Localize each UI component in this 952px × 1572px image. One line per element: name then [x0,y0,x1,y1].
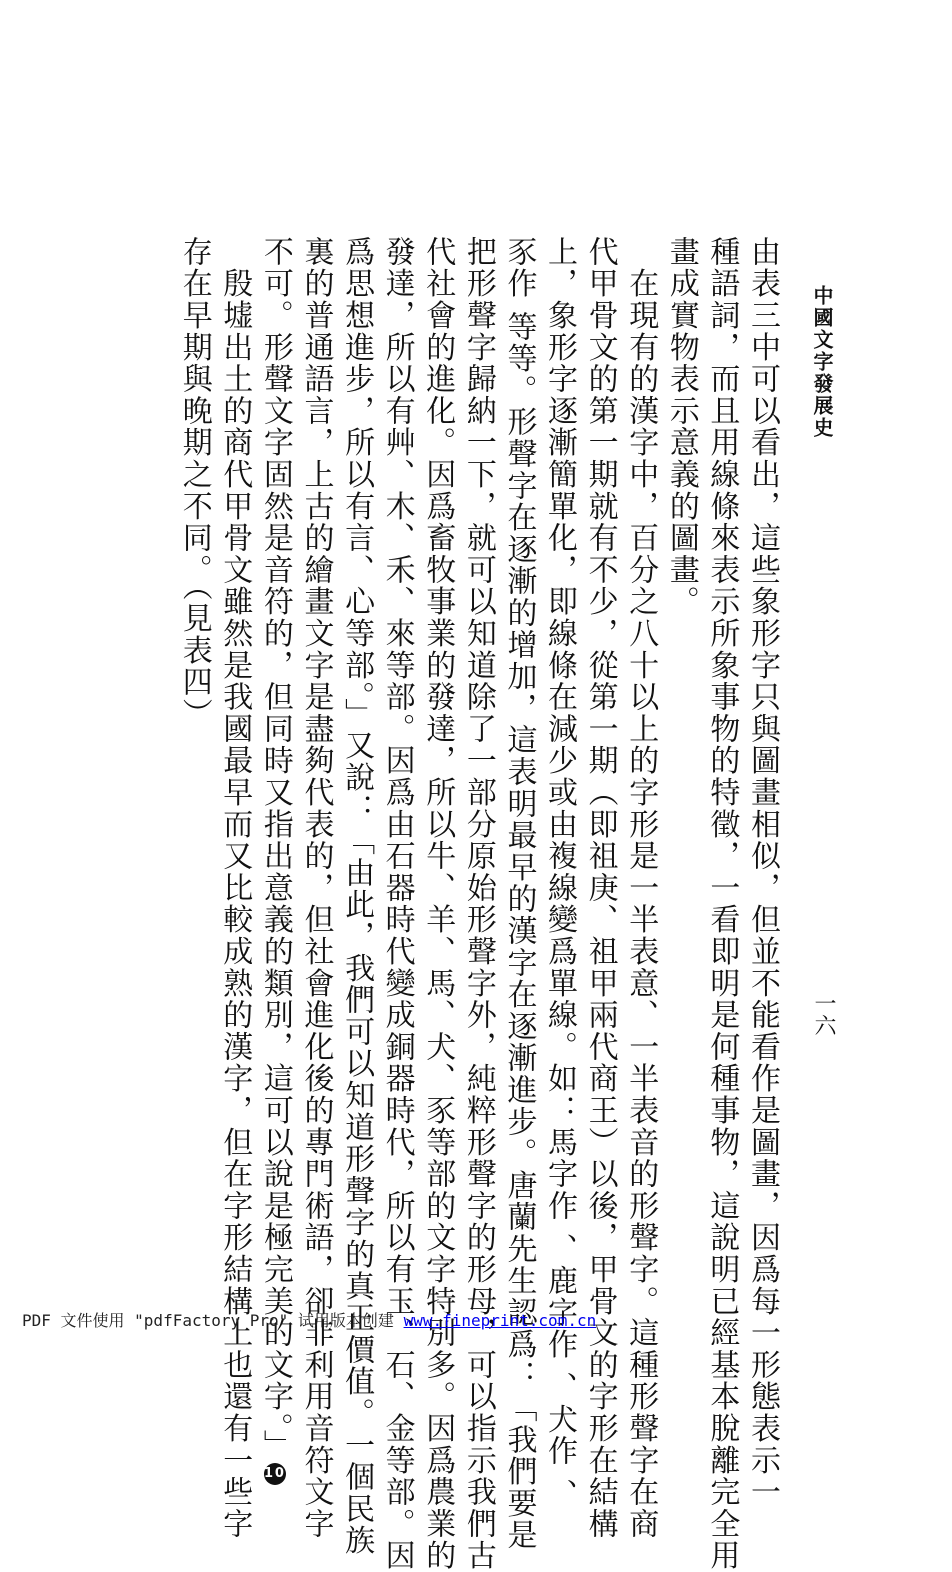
text-line: 發達，所以有艸、木、禾、來等部。因爲由石器時代變成銅器時代，所以有玉、石、金等部。因 [379,236,415,1572]
book-title-header: 中國文字發展史 [810,285,834,439]
text-line: 把形聲字歸納一下，就可以知道除了一部分原始形聲字外，純粹形聲字的形母，可以指示我們古 [460,236,496,1572]
pdf-footer [22,1308,596,1331]
text-line: 在現有的漢字中，百分之八十以上的字形是一半表意、一半表音的形聲字。這種形聲字在商 [623,236,659,1540]
footer-text: PDF 文件使用 "pdfFactory Pro" 试用版本创建 [22,1311,404,1330]
text-line: 殷墟出土的商代甲骨文雖然是我國最早而又比較成熟的漢字，但在字形結構上也還有一些字 [217,236,253,1540]
text-line: 存在早期與晚期之不同。（見表四） [176,236,212,730]
text-line: 畫成實物表示意義的圖畫。 [663,236,699,618]
text-line: 豕作 等等。形聲字在逐漸的增加，這表明最早的漢字在逐漸進步。唐蘭先生認爲：「我們要是 [501,236,537,1552]
text-line: 爲思想進步，所以有言、心等部。」又說：「由此，我們可以知道形聲字的真正價值。一個民族 [339,236,375,1557]
text-line-content: 裏的普通語言，上古的繪畫文字是盡夠代表的，但社會進化後的專門術語，卻非利用音符文字 [298,236,334,1540]
text-line-content: 不可。形聲文字固然是音符的，但同時又指出意義的類別，這可以說是極完美的文字。」 [257,236,293,1462]
fineprint-link[interactable]: www.fineprint.com.cn [403,1311,597,1330]
text-line: 上，象形字逐漸簡單化，即線條在減少或由複線變爲單線。如：馬字作 、鹿字作 、犬作 、 [542,236,578,1511]
text-line: 代社會的進化。因爲畜牧事業的發達，所以牛、羊、馬、犬、豕等部的文字特別多。因爲農業的 [420,236,456,1572]
footnote-marker: 10 [264,1463,286,1485]
text-line: 代甲骨文的第一期就有不少，從第一期（即祖庚、祖甲兩代商王）以後，甲骨文的字形在結構 [582,236,618,1540]
text-line: 種語詞，而且用線條來表示所象事物的特徵，一看即明是何種事物，這說明已經基本脫離完全用 [704,236,740,1572]
page-number: 一六 [811,992,836,1036]
text-line: 由表三中可以看出，這些象形字只與圖畫相似，但並不能看作是圖畫，因爲每一形態表示一 [745,236,780,1508]
text-line [254,236,295,1482]
text-line [295,236,336,1540]
